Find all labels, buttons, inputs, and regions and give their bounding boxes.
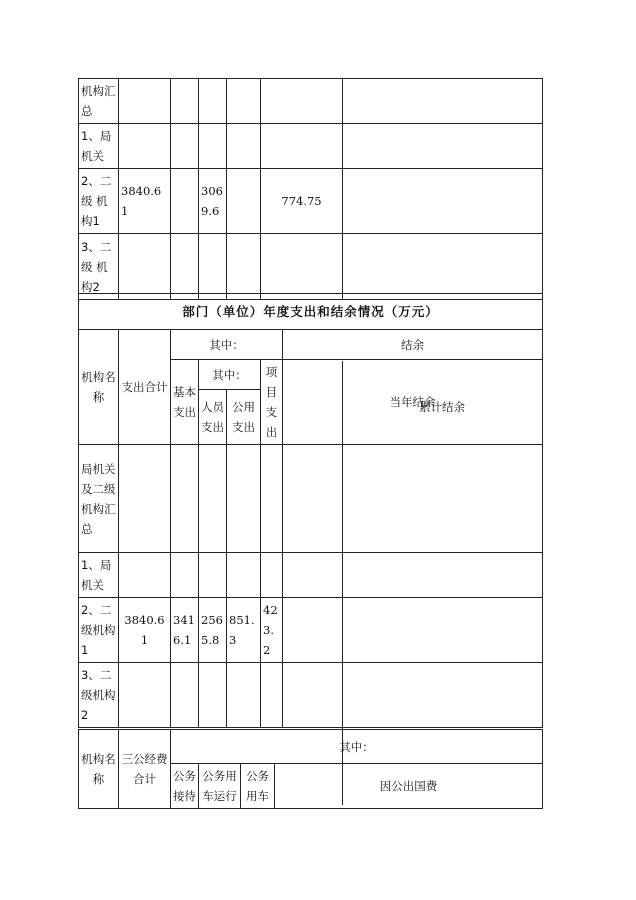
cell bbox=[343, 79, 543, 124]
table-row bbox=[79, 553, 543, 598]
cell-personnel bbox=[199, 553, 227, 598]
cell bbox=[119, 124, 171, 169]
cell bbox=[227, 234, 261, 300]
cell: 3840.61 bbox=[119, 169, 171, 234]
cell-basic bbox=[171, 445, 199, 553]
header-current-balance: 当年结余 bbox=[283, 360, 543, 445]
cell bbox=[227, 79, 261, 124]
header-overseas: 因公出国费 bbox=[275, 764, 543, 809]
row-name: 3、二级机构2 bbox=[79, 663, 119, 728]
cell bbox=[171, 234, 199, 300]
cell-total bbox=[119, 663, 171, 728]
header-basic: 基本支出 bbox=[171, 360, 199, 445]
header-balance: 结余 bbox=[283, 330, 543, 360]
cell bbox=[343, 124, 543, 169]
cell-project bbox=[261, 445, 283, 553]
three-public-table bbox=[78, 729, 543, 809]
header-public: 公用支出 bbox=[227, 390, 261, 445]
cell-personnel bbox=[199, 445, 227, 553]
cell-project bbox=[261, 663, 283, 728]
table-row bbox=[79, 169, 543, 234]
header-project: 项目支出 bbox=[261, 360, 283, 445]
cell bbox=[343, 234, 543, 300]
header-vehicle-purchase: 公务用车 bbox=[241, 764, 275, 809]
cell bbox=[199, 79, 227, 124]
cell bbox=[261, 234, 343, 300]
header-vehicle-operation: 公务用车运行 bbox=[199, 764, 241, 809]
cell bbox=[171, 169, 199, 234]
cell-project bbox=[261, 553, 283, 598]
cell bbox=[227, 124, 261, 169]
cell-basic bbox=[171, 553, 199, 598]
cell-project: 423.2 bbox=[261, 598, 283, 663]
cell-cumulative bbox=[343, 445, 543, 553]
row-name: 机构汇总 bbox=[79, 79, 119, 124]
cell: 3069.6 bbox=[199, 169, 227, 234]
header-row bbox=[79, 730, 543, 764]
table-row bbox=[79, 663, 543, 728]
expenditure-table bbox=[78, 293, 543, 728]
cell-cumulative bbox=[343, 663, 543, 728]
cell-current bbox=[283, 553, 343, 598]
table-title: 部门（单位）年度支出和结余情况（万元） bbox=[79, 294, 543, 330]
cell-cumulative bbox=[343, 553, 543, 598]
cell-cumulative bbox=[343, 598, 543, 663]
cumulative-balance-label: 累计结余 bbox=[419, 400, 465, 414]
header-among: 其中： bbox=[171, 330, 283, 360]
cell-personnel: 2565.8 bbox=[199, 598, 227, 663]
cell-total bbox=[119, 445, 171, 553]
table-row bbox=[79, 598, 543, 663]
cell bbox=[227, 169, 261, 234]
cell bbox=[119, 234, 171, 300]
row-name: 3、二级 机构2 bbox=[79, 234, 119, 300]
cell bbox=[171, 79, 199, 124]
cell-public: 851.3 bbox=[227, 598, 261, 663]
cell bbox=[261, 124, 343, 169]
cell-personnel bbox=[199, 663, 227, 728]
cell-public bbox=[227, 663, 261, 728]
cell-current bbox=[283, 598, 343, 663]
header-name: 机构名称 bbox=[79, 330, 119, 445]
header-among2: 其中： bbox=[199, 360, 261, 390]
cell-public bbox=[227, 445, 261, 553]
table-row bbox=[79, 124, 543, 169]
header-row bbox=[79, 330, 543, 360]
cell-public bbox=[227, 553, 261, 598]
table-row bbox=[79, 79, 543, 124]
cell bbox=[261, 79, 343, 124]
header-reception: 公务接待 bbox=[171, 764, 199, 809]
row-name: 2、二级 机构1 bbox=[79, 169, 119, 234]
table-row bbox=[79, 234, 543, 300]
cell bbox=[343, 169, 543, 234]
cell-basic: 3416.1 bbox=[171, 598, 199, 663]
row-name: 1、局机关 bbox=[79, 124, 119, 169]
cell bbox=[199, 124, 227, 169]
table-title-row bbox=[79, 294, 543, 330]
cell-total bbox=[119, 553, 171, 598]
row-name: 1、局机关 bbox=[79, 553, 119, 598]
header-name: 机构名称 bbox=[79, 730, 119, 809]
table-row bbox=[79, 445, 543, 553]
row-name: 局机关及二级机构汇总 bbox=[79, 445, 119, 553]
table-top bbox=[78, 78, 543, 300]
cell-total: 3840.61 bbox=[119, 598, 171, 663]
header-among: 其中： bbox=[171, 730, 543, 764]
row-name: 2、二级机构1 bbox=[79, 598, 119, 663]
cell bbox=[119, 79, 171, 124]
cell-basic bbox=[171, 663, 199, 728]
cell bbox=[199, 234, 227, 300]
cell: 774.75 bbox=[261, 169, 343, 234]
header-total: 三公经费合计 bbox=[119, 730, 171, 809]
cell-current bbox=[283, 663, 343, 728]
cell bbox=[171, 124, 199, 169]
cell-current bbox=[283, 445, 343, 553]
header-total: 支出合计 bbox=[119, 330, 171, 445]
header-personnel: 人员支出 bbox=[199, 390, 227, 445]
